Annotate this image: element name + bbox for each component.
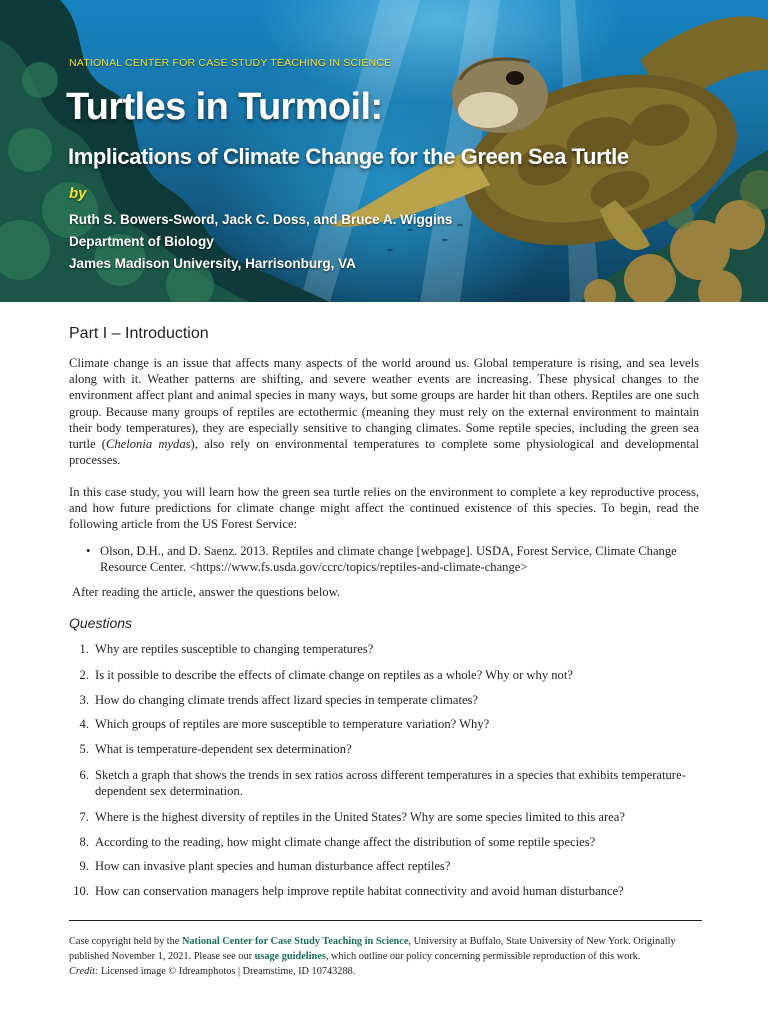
- question-text: How can invasive plant species and human disturbance affect reptiles?: [95, 859, 451, 873]
- publisher-name: NATIONAL CENTER FOR CASE STUDY TEACHING IN SCIENCE: [69, 57, 392, 69]
- questions-heading: Questions: [69, 615, 133, 631]
- question-text: How can conservation managers help improve reptile habitat connectivity and avoid human disturbance?: [95, 884, 624, 898]
- question-number: 5.: [79, 742, 89, 756]
- intro-paragraph: [69, 355, 699, 468]
- intro-text-start: Climate change is an issue that affects many aspects of the world around us. Global temperature is rising, and sea levels along with it. Weather patterns are shifting, and severe weather events are increasing. These physical changes to the environment affect plant and animal species in many ways, but some groups are harder hit than others. Reptiles are one such group. Because many groups of reptiles are ectothermic (meaning they must rely on the external environment to maintain their body temperatures), they are especially sensitive to changing climates. Some reptile species, including the green sea turtle (: [69, 356, 699, 452]
- header-banner: [0, 0, 768, 302]
- copyright-mid: , University at Buffalo, State University of New York. Originally published November 1, 2021. Please see our: [69, 936, 676, 962]
- question-number: 3.: [79, 693, 89, 707]
- reference-text[interactable]: Olson, D.H., and D. Saenz. 2013. Reptiles and climate change [webpage]. USDA, Forest Service, Climate Change Resource Center. <https://www.fs.usda.gov/ccrc/topics/reptiles-and-climate-change>: [100, 544, 677, 575]
- question-number: 9.: [79, 859, 89, 873]
- bullet-icon: •: [86, 544, 91, 558]
- usage-guidelines-link[interactable]: usage guidelines: [254, 951, 326, 962]
- credit-text: Licensed image © Idreamphotos | Dreamstime, ID 10743288.: [98, 966, 356, 977]
- center-link[interactable]: National Center for Case Study Teaching in Science: [181, 936, 409, 947]
- authors: Ruth S. Bowers-Sword, Jack C. Doss, and Bruce A. Wiggins: [69, 212, 453, 227]
- question-text: Where is the highest diversity of reptiles in the United States? Why are some species limited to this area?: [95, 810, 625, 824]
- question-number: 4.: [79, 717, 89, 731]
- question-text: Sketch a graph that shows the trends in sex ratios across different temperatures in a species that exhibits temperature-dependent sex determination.: [95, 768, 686, 798]
- question-text: Is it possible to describe the effects of climate change on reptiles as a whole? Why or why not?: [95, 668, 573, 682]
- question-number: 10.: [73, 884, 89, 898]
- copyright-prefix: Case copyright held by the: [69, 936, 182, 947]
- question-text: Why are reptiles susceptible to changing temperatures?: [95, 642, 374, 656]
- question-text: Which groups of reptiles are more susceptible to temperature variation? Why?: [95, 717, 490, 731]
- university: James Madison University, Harrisonburg, VA: [69, 256, 356, 271]
- question-text: How do changing climate trends affect lizard species in temperate climates?: [95, 693, 479, 707]
- footer-divider: [69, 920, 702, 921]
- intro-text-end: ), also rely on environmental temperatures to complete some physiological and developmental processes.: [69, 437, 699, 468]
- footer: [69, 934, 701, 979]
- case-paragraph: In this case study, you will learn how the green sea turtle relies on the environment to complete a key reproductive process, and how future predictions for climate change might affect the continued existence of this species. To begin, read the following article from the US Forest Service:: [69, 485, 699, 532]
- question-number: 8.: [79, 835, 89, 849]
- question-number: 1.: [79, 642, 89, 656]
- question-number: 7.: [79, 810, 89, 824]
- question-text: What is temperature-dependent sex determination?: [95, 742, 352, 756]
- byline-label: by: [69, 185, 87, 202]
- copyright-suffix: , which outline our policy concerning permissible reproduction of this work.: [325, 951, 641, 962]
- question-number: 6.: [79, 768, 89, 782]
- species-name: Chelonia mydas: [105, 437, 191, 452]
- section-heading: Part I – Introduction: [69, 325, 209, 342]
- case-subtitle: Implications of Climate Change for the Green Sea Turtle: [68, 144, 629, 169]
- question-text: According to the reading, how might climate change affect the distribution of some reptile species?: [95, 835, 596, 849]
- credit-label: Credit:: [69, 966, 99, 977]
- case-title: Turtles in Turmoil:: [66, 86, 383, 128]
- question-number: 2.: [79, 668, 89, 682]
- department: Department of Biology: [69, 234, 214, 249]
- after-reading-text: After reading the article, answer the questions below.: [72, 585, 341, 599]
